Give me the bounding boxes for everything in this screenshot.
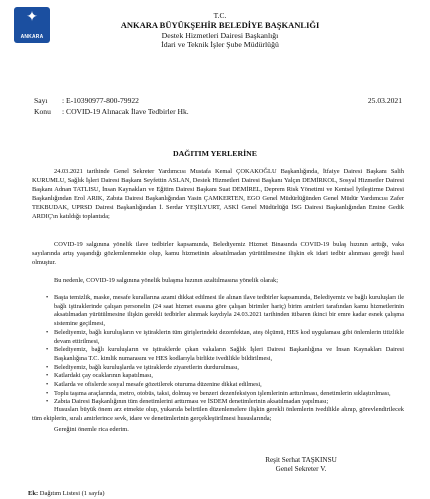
logo-text: ANKARA <box>20 34 44 40</box>
signatory-title: Genel Sekreter V. <box>275 465 327 473</box>
sayi-line <box>34 96 139 105</box>
measure-item: • Zabıta Dairesi Başkanlığının tüm denetimlerini arttırması ve İSDEM denetimlerinin aksatılmadan yapılması; <box>46 398 404 407</box>
header-branch: İdari ve Teknik İşler Şube Müdürlüğü <box>161 40 279 49</box>
attachment-line <box>28 490 105 497</box>
sayi-label: Sayı <box>34 96 48 105</box>
sayi-value: : E-10390977-800-79922 <box>62 96 139 105</box>
attachment-text: Dağıtım Listesi (1 sayfa) <box>39 490 105 497</box>
document-date: 25.03.2021 <box>367 96 402 105</box>
attachment-label: Ek: <box>28 490 39 497</box>
measure-item: • Katlardaki çay ocaklarının kapatılması, <box>46 372 404 381</box>
measure-item: • Belediyemiz, bağlı kuruluşların ve iştiraklerde çıkan vakaların Sağlık İşleri Dairesi Başkanlığına ve İnsan Kaynakları Dairesi Başkanlığına T.C. kimlik numarasını ve HES kodlarıyla birlikte ivedilikle bildirilmesi, <box>46 346 404 363</box>
context-paragraph: COVID-19 salgınına yönelik ilave tedbirler kapsamında, Belediyemiz Hizmet Binasında COVID-19 bulaş hızının arttığı, vaka sayılarında artış yaşandığı gözlemlenmekte olup, kamu hizmetinin aksatılmadan yürütülmesine ilişkin ek idari tedbir alınması gereği hasıl olmuştur. <box>32 241 404 266</box>
intro-paragraph: Bu nedenle, COVID-19 salgınına yönelik bulaşma hızının azaltılmasına yönelik olarak; <box>54 277 278 284</box>
meeting-paragraph: 24.03.2021 tarihinde Genel Sekreter Yardımcısı Mustafa Kemal ÇOKAKOĞLU Başkanlığında, İtfaiye Dairesi Başkanı Salih KURUMLU, Sağlık İşleri Dairesi Başkanı Seyfettin ASLAN, Destek Hizmetleri Dairesi Başkanı Yalçın DEMİRKOL, Sosyal Hizmetler Dairesi Başkanı Adnan TATLISU, İnsan Kaynakları ve Eğitim Dairesi Başkanı Suat DEMİREL, Deprem Risk Yönetimi ve Kentsel İyileştirme Dairesi Başkanlığından Erol ARIK, Zabıta Dairesi Başkanlığından Yasin ÇAMKERTEN, EGO Genel Müdürlüğünden Genel Müdür Yardımcısı Zafer TEKBUDAK, UPRSD Dairesi Başkanlığından İ. Serdar YEŞİLYURT, ASKİ Genel Müdürlüğü İSG Dairesi Başkanlığından Emine Gedik ARDIÇ'ın katıldığı toplantıda; <box>32 168 404 220</box>
request-line: Gereğini önemle rica ederim. <box>54 426 129 433</box>
distribution-title: DAĞITIM YERLERİNE <box>173 149 257 158</box>
measure-item: • Toplu taşıma araçlarında, metro, otobüs, taksi, dolmuş ve benzeri dezenfeksiyon işlemlerinin arttırılması, denetimlerin sıklaştırılması, <box>46 390 404 399</box>
measure-item: • Katlarda ve ofislerde sosyal mesafe gözetilerek oturuma düzenine dikkat edilmesi, <box>46 381 404 390</box>
konu-value: : COVID-19 Alınacak İlave Tedbirler Hk. <box>62 107 189 116</box>
measure-item: • Başta temizlik, maske, mesafe kurallarına azami dikkat edilmesi ile alınan ilave tedbirler kapsamında, Belediyemiz ve bağlı kuruluşları ile bağlı iştiraklerinde çalışan personelin (24 saat hizmet esasına göre çalışan birimler hariç) birim amirleri tarafından kamu hizmetlerinin aksatılmadan yürütülmesine ilişkin gerekli tedbirler alınmak kaydıyla 24.03.2021 tarihinden itibaren ikinci bir emre kadar esnek çalışma sistemine geçilmesi, <box>46 294 404 329</box>
measure-item: • Belediyemiz, bağlı kuruluşların ve iştiraklerin tüm girişlerindeki dezenfektan, ateş ölçümü, HES kod uygulaması gibi önlemlerin titizlikle devam ettirilmesi, <box>46 329 404 346</box>
signature-block <box>236 456 366 474</box>
logo-star-icon: ✦ <box>26 10 38 25</box>
signatory-name: Reşit Serhat TAŞKINSU <box>265 456 337 464</box>
konu-label: Konu <box>34 107 51 116</box>
konu-line <box>34 107 189 116</box>
closing-paragraph: Hususları büyük önem arz etmekte olup, yukarıda belirtilen düzenlemelere ilişkin gerekli önlemlerin ivedilikle alınıp, görevlendirilecek tüm ekiplerin, sıralı amirlerince sevk, idare ve denetimlerinin gerçekleştirilmesi hususlarında; <box>32 406 404 422</box>
header-tc: T.C. <box>213 11 227 20</box>
measure-item: • Belediyemiz, bağlı kuruluşlarda ve iştiraklerde ziyaretlerin durdurulması, <box>46 364 404 373</box>
header-institution: ANKARA BÜYÜKŞEHİR BELEDİYE BAŞKANLIĞI <box>120 20 320 30</box>
measures-list <box>46 294 404 407</box>
header-department: Destek Hizmetleri Dairesi Başkanlığı <box>161 31 279 40</box>
ankara-municipality-logo <box>14 7 50 43</box>
